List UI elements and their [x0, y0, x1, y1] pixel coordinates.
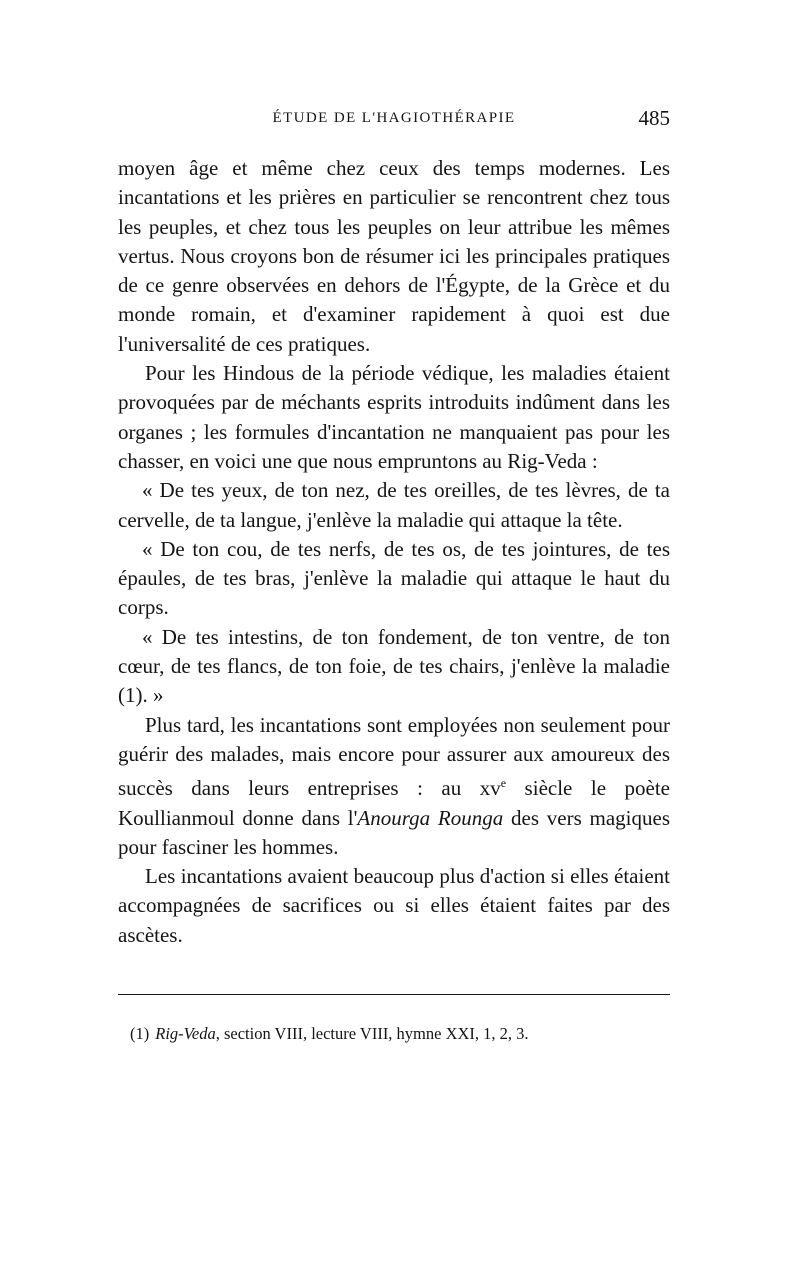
- quote-upper-body: « De ton cou, de tes nerfs, de tes os, de tes jointures, de tes épaules, de tes bras, j'enlève la maladie qui attaque le haut du corps.: [118, 536, 670, 620]
- footnote-reference: , section VIII, lecture VIII, hymne XXI, 1, 2, 3.: [215, 1024, 529, 1043]
- paragraph-continuation: moyen âge et même chez ceux des temps modernes. Les incantations et les prières en particulier se rencontrent chez tous les peuples, et chez tous les peuples on leur attribue les mêmes vertus. Nous croyons bon de résumer ici les principales pratiques de ce genre observées en dehors de l'Égypte, de la Grèce et du monde romain, et d'examiner rapidement à quoi est due l'universalité de ces pratiques.: [118, 156, 670, 356]
- footnote-title: Rig-Veda: [155, 1024, 216, 1043]
- running-title: ÉTUDE DE L'HAGIOTHÉRAPIE: [272, 110, 516, 126]
- koullianmoul-text-before: Plus tard, les incantations sont employées non seulement pour guérir des malades, mais encore pour assurer aux amoureux des succès dans leurs entreprises : au xv: [118, 712, 670, 801]
- quote-head: « De tes yeux, de ton nez, de tes oreilles, de tes lèvres, de ta cervelle, de ta langue, j'enlève la maladie qui attaque la tête.: [118, 478, 670, 532]
- anourga-rounga-title: Anourga Rounga: [357, 805, 504, 830]
- footnote-marker: (1): [130, 1024, 150, 1043]
- paragraph-koullianmoul: [118, 711, 670, 862]
- paragraph-sacrifices: Les incantations avaient beaucoup plus d'action si elles étaient accompagnées de sacrifices ou si elles étaient faites par des ascètes.: [118, 864, 670, 947]
- koullianmoul-text-middle: siècle le poète Koullianmoul donne dans l': [118, 776, 670, 830]
- paragraph-hindous: Pour les Hindous de la période védique, les maladies étaient provoquées par de méchants esprits introduits indûment dans les organes ; les formules d'incantation ne manquaient pas pour les chasser, en voici une que nous empruntons au Rig-Veda :: [118, 361, 670, 473]
- page-number: 485: [638, 106, 670, 130]
- footnote-rule: [118, 994, 670, 995]
- quote-organs: « De tes intestins, de ton fondement, de ton ventre, de ton cœur, de tes flancs, de ton foie, de tes chairs, j'enlève la maladie (1). »: [118, 624, 670, 708]
- koullianmoul-text-after: des vers magiques pour fasciner les hommes.: [118, 805, 671, 859]
- body-text: [118, 154, 670, 950]
- footnote: [130, 1023, 670, 1045]
- century-superscript: e: [500, 776, 507, 791]
- running-header: [118, 106, 670, 132]
